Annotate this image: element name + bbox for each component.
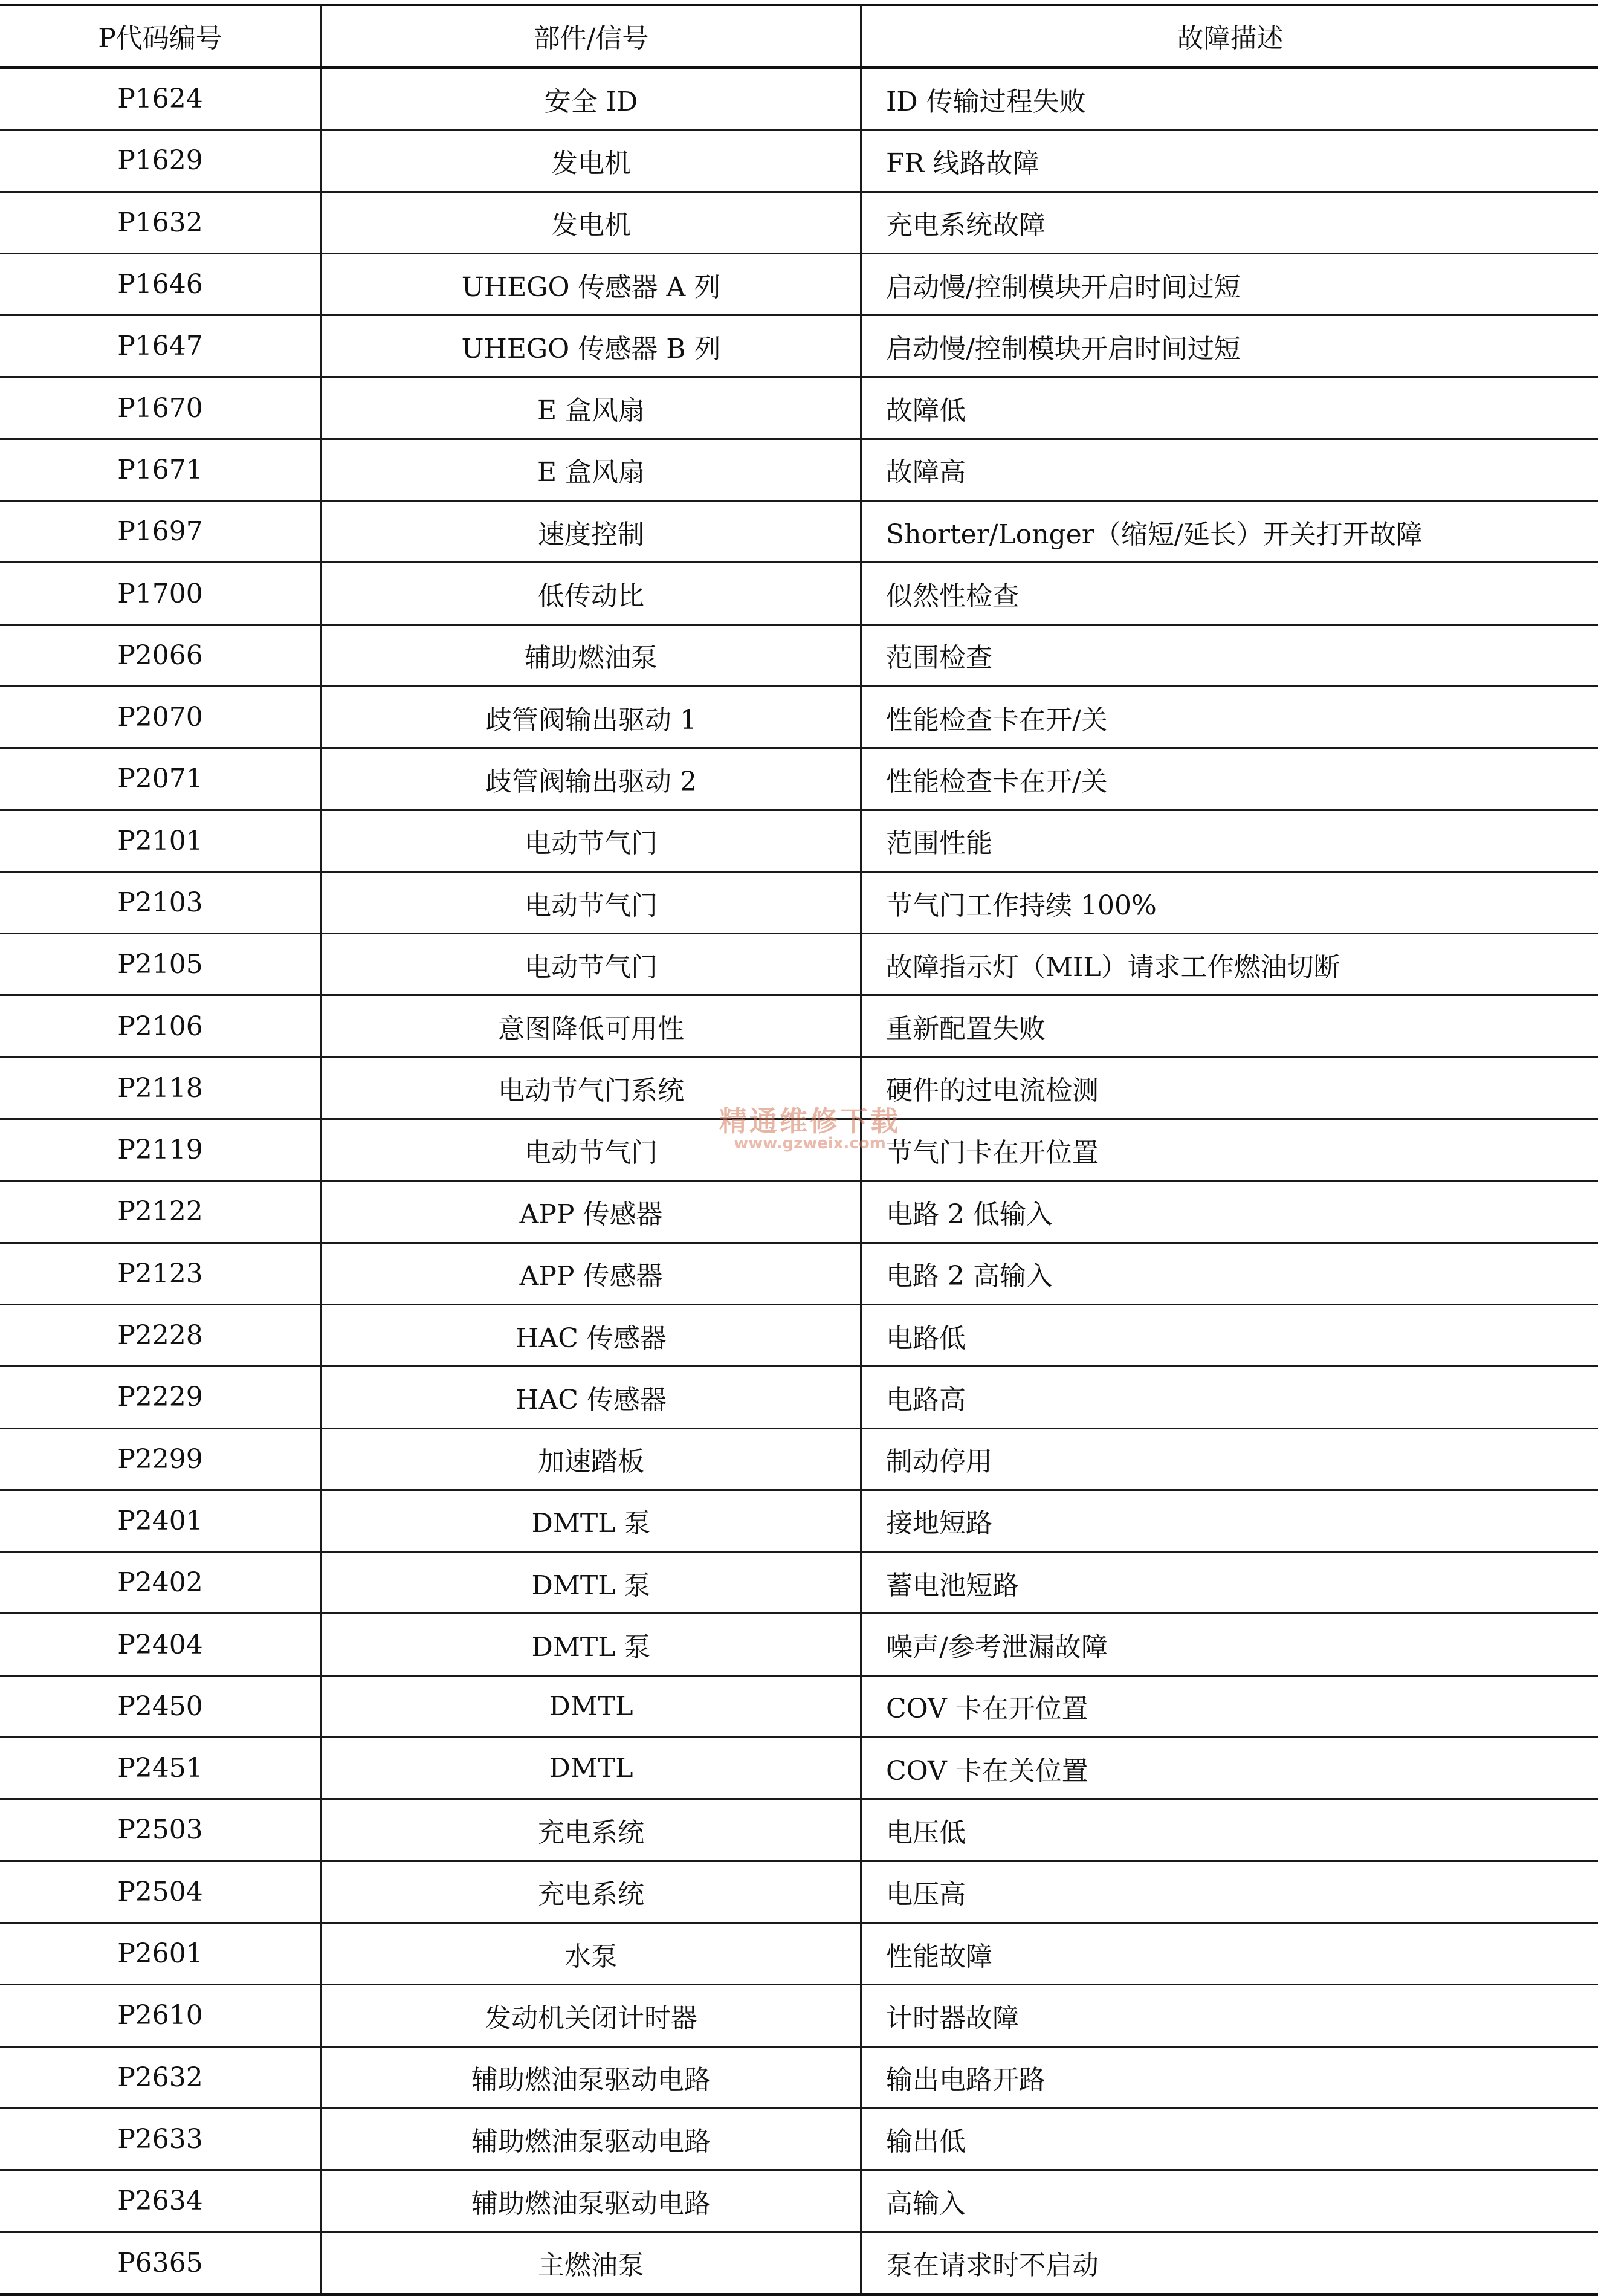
fault-description-cell: ID 传输过程失败 (861, 68, 1599, 130)
component-cell: DMTL 泵 (322, 1490, 861, 1551)
dtc-code-cell: P2122 (0, 1181, 322, 1243)
table-row (0, 686, 1598, 748)
dtc-code-cell: P2071 (0, 748, 322, 810)
fault-description-cell: 范围检查 (861, 624, 1599, 686)
fault-description-cell: COV 卡在开位置 (861, 1675, 1599, 1737)
fault-description-cell: 电路 2 高输入 (861, 1243, 1599, 1304)
fault-description-cell: 节气门工作持续 100% (861, 872, 1599, 933)
component-cell: DMTL 泵 (322, 1552, 861, 1614)
table-row (0, 563, 1598, 624)
dtc-table-body (0, 68, 1598, 2294)
table-row (0, 501, 1598, 563)
dtc-code-cell: P2119 (0, 1119, 322, 1181)
component-cell: APP 传感器 (322, 1181, 861, 1243)
dtc-code-cell: P2451 (0, 1738, 322, 1799)
fault-description-cell: Shorter/Longer（缩短/延长）开关打开故障 (861, 501, 1599, 563)
table-row (0, 1675, 1598, 1737)
component-cell: 意图降低可用性 (322, 995, 861, 1057)
component-cell: DMTL (322, 1675, 861, 1737)
fault-description-cell: 泵在请求时不启动 (861, 2232, 1599, 2294)
table-row (0, 1552, 1598, 1614)
table-header-row (0, 5, 1598, 68)
dtc-code-cell: P6365 (0, 2232, 322, 2294)
dtc-code-cell: P1647 (0, 315, 322, 377)
fault-description-cell: 输出电路开路 (861, 2046, 1599, 2108)
component-cell: 发电机 (322, 130, 861, 192)
fault-description-cell: 电路低 (861, 1304, 1599, 1366)
dtc-code-cell: P1670 (0, 377, 322, 439)
fault-description-cell: 启动慢/控制模块开启时间过短 (861, 315, 1599, 377)
component-cell: 发动机关闭计时器 (322, 1985, 861, 2046)
watermark-text: 精通维修下载 (719, 1105, 900, 1137)
dtc-table (0, 5, 1598, 2296)
table-row (0, 1057, 1598, 1119)
fault-description-cell: 启动慢/控制模块开启时间过短 (861, 253, 1599, 315)
component-cell: 充电系统 (322, 1799, 861, 1861)
dtc-code-cell: P2105 (0, 934, 322, 995)
fault-description-cell: 硬件的过电流检测 (861, 1057, 1599, 1119)
fault-description-cell: 节气门卡在开位置 (861, 1119, 1599, 1181)
table-row (0, 1119, 1598, 1181)
dtc-code-cell: P1632 (0, 192, 322, 253)
table-row (0, 1366, 1598, 1428)
table-row (0, 1243, 1598, 1304)
table-row (0, 130, 1598, 192)
dtc-code-cell: P2066 (0, 624, 322, 686)
table-row (0, 934, 1598, 995)
fault-description-cell: FR 线路故障 (861, 130, 1599, 192)
component-cell: E 盒风扇 (322, 439, 861, 500)
table-row (0, 1181, 1598, 1243)
fault-description-cell: 电路 2 低输入 (861, 1181, 1599, 1243)
table-row (0, 439, 1598, 500)
dtc-code-cell: P2123 (0, 1243, 322, 1304)
table-row (0, 995, 1598, 1057)
dtc-code-cell: P2504 (0, 1861, 322, 1922)
fault-description-cell: 性能检查卡在开/关 (861, 748, 1599, 810)
component-cell: 电动节气门 (322, 934, 861, 995)
dtc-code-cell: P2229 (0, 1366, 322, 1428)
dtc-code-cell: P1671 (0, 439, 322, 500)
table-row (0, 1490, 1598, 1551)
table-row (0, 2232, 1598, 2294)
table-row (0, 377, 1598, 439)
fault-description-cell: 高输入 (861, 2170, 1599, 2232)
table-row (0, 624, 1598, 686)
component-cell: 低传动比 (322, 563, 861, 624)
dtc-code-cell: P1697 (0, 501, 322, 563)
table-row (0, 872, 1598, 933)
component-cell: 充电系统 (322, 1861, 861, 1922)
component-cell: 安全 ID (322, 68, 861, 130)
table-row (0, 1304, 1598, 1366)
component-cell: 辅助燃油泵驱动电路 (322, 2046, 861, 2108)
component-cell: 电动节气门系统 (322, 1057, 861, 1119)
fault-description-cell: 充电系统故障 (861, 192, 1599, 253)
dtc-code-cell: P2299 (0, 1428, 322, 1490)
fault-description-cell: 故障高 (861, 439, 1599, 500)
component-cell: 加速踏板 (322, 1428, 861, 1490)
dtc-code-cell: P2106 (0, 995, 322, 1057)
component-cell: APP 传感器 (322, 1243, 861, 1304)
dtc-code-cell: P2601 (0, 1922, 322, 1984)
component-cell: E 盒风扇 (322, 377, 861, 439)
dtc-code-cell: P2450 (0, 1675, 322, 1737)
table-row (0, 1861, 1598, 1922)
dtc-code-cell: P1629 (0, 130, 322, 192)
dtc-code-cell: P2634 (0, 2170, 322, 2232)
dtc-code-cell: P2633 (0, 2108, 322, 2170)
table-row (0, 2108, 1598, 2170)
fault-description-cell: 故障指示灯（MIL）请求工作燃油切断 (861, 934, 1599, 995)
table-row (0, 1985, 1598, 2046)
component-cell: 歧管阀输出驱动 2 (322, 748, 861, 810)
component-cell: 电动节气门 (322, 1119, 861, 1181)
table-row (0, 1738, 1598, 1799)
dtc-code-cell: P2070 (0, 686, 322, 748)
component-cell: DMTL (322, 1738, 861, 1799)
table-row (0, 68, 1598, 130)
table-row (0, 2170, 1598, 2232)
fault-description-cell: 蓄电池短路 (861, 1552, 1599, 1614)
dtc-code-cell: P2503 (0, 1799, 322, 1861)
component-cell: 歧管阀输出驱动 1 (322, 686, 861, 748)
table-row (0, 1922, 1598, 1984)
dtc-code-cell: P2228 (0, 1304, 322, 1366)
table-row (0, 2046, 1598, 2108)
component-cell: 主燃油泵 (322, 2232, 861, 2294)
table-row (0, 1428, 1598, 1490)
fault-description-cell: 故障低 (861, 377, 1599, 439)
component-cell: HAC 传感器 (322, 1366, 861, 1428)
component-cell: 电动节气门 (322, 872, 861, 933)
fault-description-cell: 性能检查卡在开/关 (861, 686, 1599, 748)
header-code: P代码编号 (0, 5, 322, 68)
fault-description-cell: 重新配置失败 (861, 995, 1599, 1057)
fault-description-cell: 电路高 (861, 1366, 1599, 1428)
component-cell: 辅助燃油泵驱动电路 (322, 2170, 861, 2232)
table-row (0, 748, 1598, 810)
component-cell: 水泵 (322, 1922, 861, 1984)
table-row (0, 192, 1598, 253)
dtc-code-cell: P2610 (0, 1985, 322, 2046)
component-cell: UHEGO 传感器 A 列 (322, 253, 861, 315)
fault-description-cell: 电压低 (861, 1799, 1599, 1861)
component-cell: HAC 传感器 (322, 1304, 861, 1366)
fault-description-cell: 范围性能 (861, 810, 1599, 872)
table-row (0, 1799, 1598, 1861)
dtc-code-cell: P2118 (0, 1057, 322, 1119)
table-row (0, 810, 1598, 872)
fault-description-cell: 计时器故障 (861, 1985, 1599, 2046)
component-cell: UHEGO 传感器 B 列 (322, 315, 861, 377)
fault-description-cell: COV 卡在关位置 (861, 1738, 1599, 1799)
dtc-code-cell: P2103 (0, 872, 322, 933)
component-cell: DMTL 泵 (322, 1614, 861, 1675)
component-cell: 电动节气门 (322, 810, 861, 872)
dtc-code-cell: P2401 (0, 1490, 322, 1551)
fault-description-cell: 性能故障 (861, 1922, 1599, 1984)
fault-description-cell: 电压高 (861, 1861, 1599, 1922)
component-cell: 速度控制 (322, 501, 861, 563)
fault-description-cell: 接地短路 (861, 1490, 1599, 1551)
watermark-url: www.gzweix.com (734, 1134, 886, 1153)
dtc-code-cell: P1646 (0, 253, 322, 315)
dtc-code-cell: P2101 (0, 810, 322, 872)
dtc-table-container (0, 5, 1598, 2296)
fault-description-cell: 制动停用 (861, 1428, 1599, 1490)
dtc-code-cell: P1700 (0, 563, 322, 624)
table-row (0, 1614, 1598, 1675)
table-row (0, 253, 1598, 315)
dtc-code-cell: P2402 (0, 1552, 322, 1614)
dtc-code-cell: P2632 (0, 2046, 322, 2108)
fault-description-cell: 似然性检查 (861, 563, 1599, 624)
header-component: 部件/信号 (322, 5, 861, 68)
fault-description-cell: 噪声/参考泄漏故障 (861, 1614, 1599, 1675)
component-cell: 辅助燃油泵 (322, 624, 861, 686)
dtc-code-cell: P1624 (0, 68, 322, 130)
component-cell: 发电机 (322, 192, 861, 253)
table-row (0, 315, 1598, 377)
component-cell: 辅助燃油泵驱动电路 (322, 2108, 861, 2170)
header-description: 故障描述 (861, 5, 1599, 68)
dtc-code-cell: P2404 (0, 1614, 322, 1675)
fault-description-cell: 输出低 (861, 2108, 1599, 2170)
